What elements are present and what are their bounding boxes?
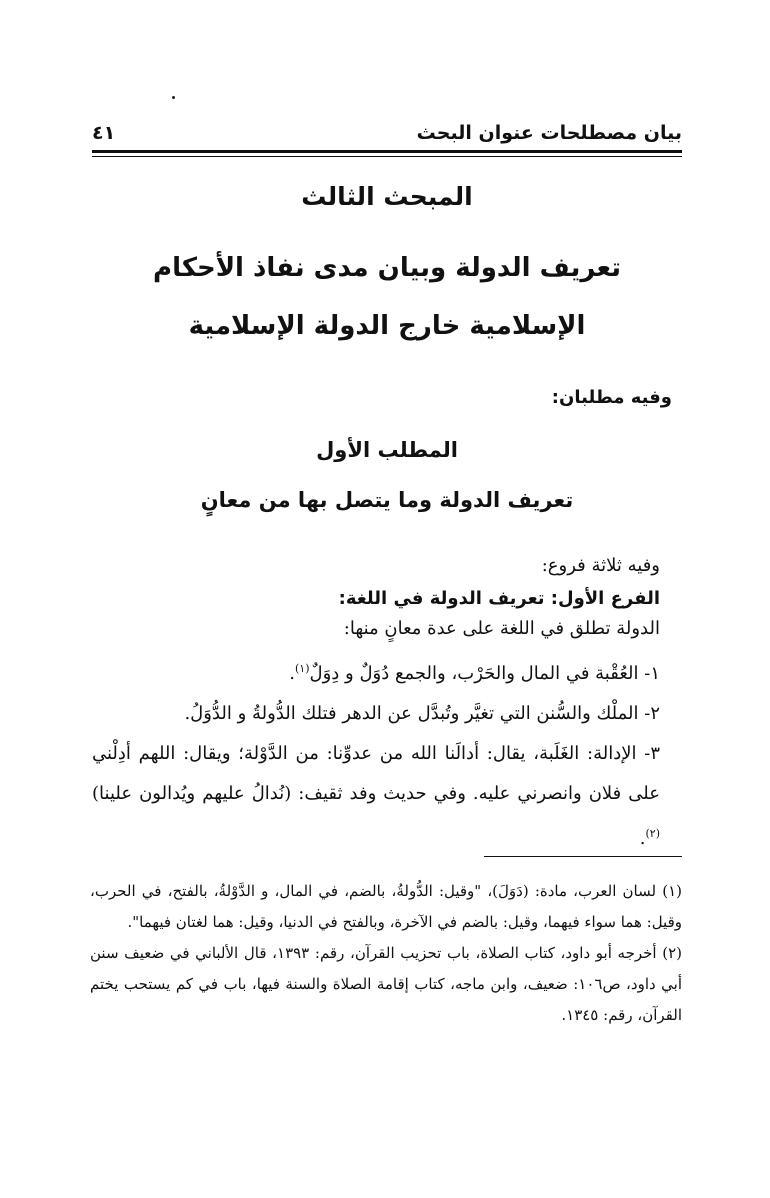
header-rule-thin [92,156,682,157]
footnote-ref-1[interactable]: (١) [295,662,310,675]
footnote-separator [484,856,682,857]
scan-speck [172,96,175,99]
paragraph-4 [92,734,682,859]
branches-block [92,546,682,859]
subsection-heading: المطلب الأول [316,438,458,462]
footnotes [90,876,682,1031]
subsection-title: تعريف الدولة وما يتصل بها من معانٍ [200,488,574,512]
page-number: ٤١ [92,122,116,144]
header-rule-thick [92,150,682,153]
section-heading: المبحث الثالث [301,182,473,211]
paragraph-1: الدولة تطلق في اللغة على عدة معانٍ منها: [343,618,660,639]
subsection-intro: وفيه ثلاثة فروع: [541,555,660,576]
page-body [92,172,682,859]
page-header [92,118,682,152]
paragraph-2-text: ١- العُقْبة في المال والحَرْب، والجمع دُوَلٌ و دِوَلٌ [309,663,660,684]
footnote-ref-2[interactable]: (٢) [645,827,660,840]
paragraph-3: ٢- الملْك والسُّنن التي تغيَّر وتُبدَّل عن الدهر فتلك الدُّولةُ و الدُّوَلُ. [184,703,660,724]
paragraph-2: ١- العُقْبة في المال والحَرْب، والجمع دُوَلٌ و دِوَلٌ$^{(١)}$. [289,662,660,684]
branch-title: الفرع الأول: تعريف الدولة في اللغة: [338,588,660,609]
footnote-2: (٢) أخرجه أبو داود، كتاب الصلاة، باب تحزيب القرآن، رقم: ١٣٩٣، قال الألباني في ضعيف سنن أبي داود، ص١٠٦: ضعيف، وابن ماجه، كتاب إقامة الصلاة والسنة فيها، باب في كم يستحب يختم القرآن، رقم: ١٣٤٥. [90,944,682,1024]
paragraph-4-text: ٣- الإدالة: الغَلَبة، يقال: أدالَنا الله من عدوِّنا: من الدَّوْلة؛ ويقال: اللهم أدِلْني على فلان وانصرني عليه. وفي حديث وفد ثقيف: (نُدالُ عليهم ويُدالون علينا) [92,743,660,804]
section-intro: وفيه مطلبان: [551,387,672,408]
section-title: تعريف الدولة وبيان مدى نفاذ الأحكام الإسلامية خارج الدولة الإسلامية [153,253,621,341]
paragraph-4-end: . [639,828,646,849]
footnote-1: (١) لسان العرب، مادة: (دَوَلَ)، "وقيل: الدُّولةُ، بالضم، في المال، و الدَّوْلةُ، بالفتح، في الحرب، وقيل: هما سواء فيهما، وقيل: بالضم في الآخرة، وبالفتح في الدنيا، وقيل: هما لغتان فيهما". [90,882,682,931]
running-title: بيان مصطلحات عنوان البحث [416,122,682,144]
